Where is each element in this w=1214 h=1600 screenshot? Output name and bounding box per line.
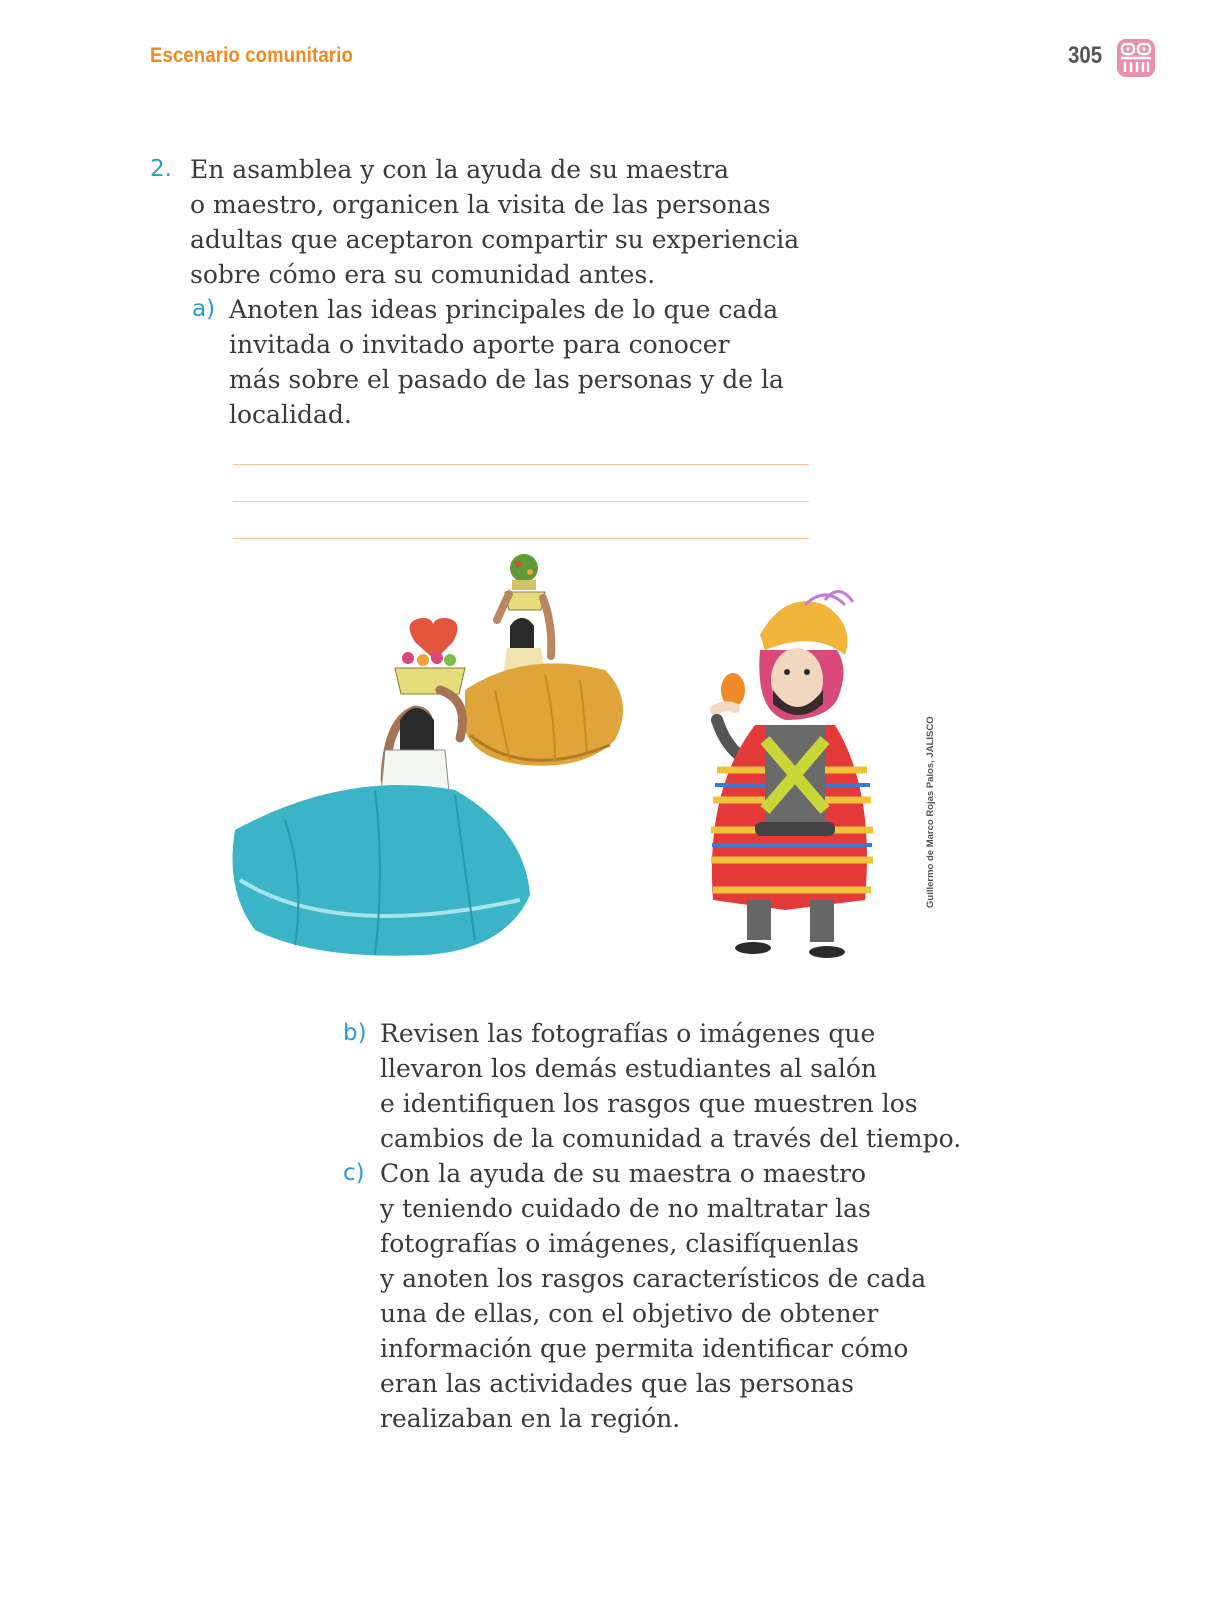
text-line: y teniendo cuidado de no maltratar las: [380, 1194, 871, 1223]
text-line: Con la ayuda de su maestra o maestro: [380, 1159, 867, 1188]
text-line: localidad.: [229, 400, 352, 429]
item-text: [190, 152, 799, 292]
text-line: eran las actividades que las personas: [380, 1369, 854, 1398]
item-text: [380, 1016, 961, 1156]
illustration-credit: Guillermo de Marco Rojas Palos, JALISCO: [925, 716, 936, 908]
aztec-glyph-icon: [1116, 38, 1156, 78]
text-line: llevaron los demás estudiantes al salón: [380, 1054, 877, 1083]
page-number: 305: [1068, 42, 1103, 69]
dancer-blue-skirt: [233, 618, 531, 956]
dancer-yellow-skirt: [465, 554, 623, 766]
answer-line[interactable]: [233, 501, 809, 502]
item-marker: b): [343, 1020, 367, 1046]
text-line: realizaban en la región.: [380, 1404, 681, 1433]
text-line: e identifiquen los rasgos que muestren los: [380, 1089, 918, 1118]
text-line: invitada o invitado aporte para conocer: [229, 330, 730, 359]
item-marker: 2.: [150, 156, 172, 182]
section-title: Escenario comunitario: [150, 44, 353, 67]
text-line: información que permita identificar cómo: [380, 1334, 909, 1363]
text-line: cambios de la comunidad a través del tiempo.: [380, 1124, 962, 1153]
text-line: sobre cómo era su comunidad antes.: [190, 260, 656, 289]
item-text: [380, 1156, 926, 1436]
activity-item-2: [150, 152, 799, 292]
text-line: Revisen las fotografías o imágenes que: [380, 1019, 876, 1048]
activity-item-c: [343, 1156, 926, 1436]
text-line: En asamblea y con la ayuda de su maestra: [190, 155, 730, 184]
folk-dancers-illustration: [225, 550, 955, 980]
text-line: adultas que aceptaron compartir su experiencia: [190, 225, 800, 254]
answer-line[interactable]: [233, 538, 809, 539]
item-text: [229, 292, 784, 432]
activity-item-b: [343, 1016, 961, 1156]
activity-item-a: [192, 292, 784, 432]
item-marker: c): [343, 1160, 365, 1186]
answer-line[interactable]: [233, 464, 809, 465]
man-with-poncho: [711, 591, 873, 958]
text-line: una de ellas, con el objetivo de obtener: [380, 1299, 879, 1328]
item-marker: a): [192, 296, 216, 322]
text-line: y anoten los rasgos característicos de cada: [380, 1264, 927, 1293]
text-line: fotografías o imágenes, clasifíquenlas: [380, 1229, 859, 1258]
text-line: más sobre el pasado de las personas y de la: [229, 365, 784, 394]
text-line: o maestro, organicen la visita de las personas: [190, 190, 771, 219]
text-line: Anoten las ideas principales de lo que cada: [229, 295, 779, 324]
